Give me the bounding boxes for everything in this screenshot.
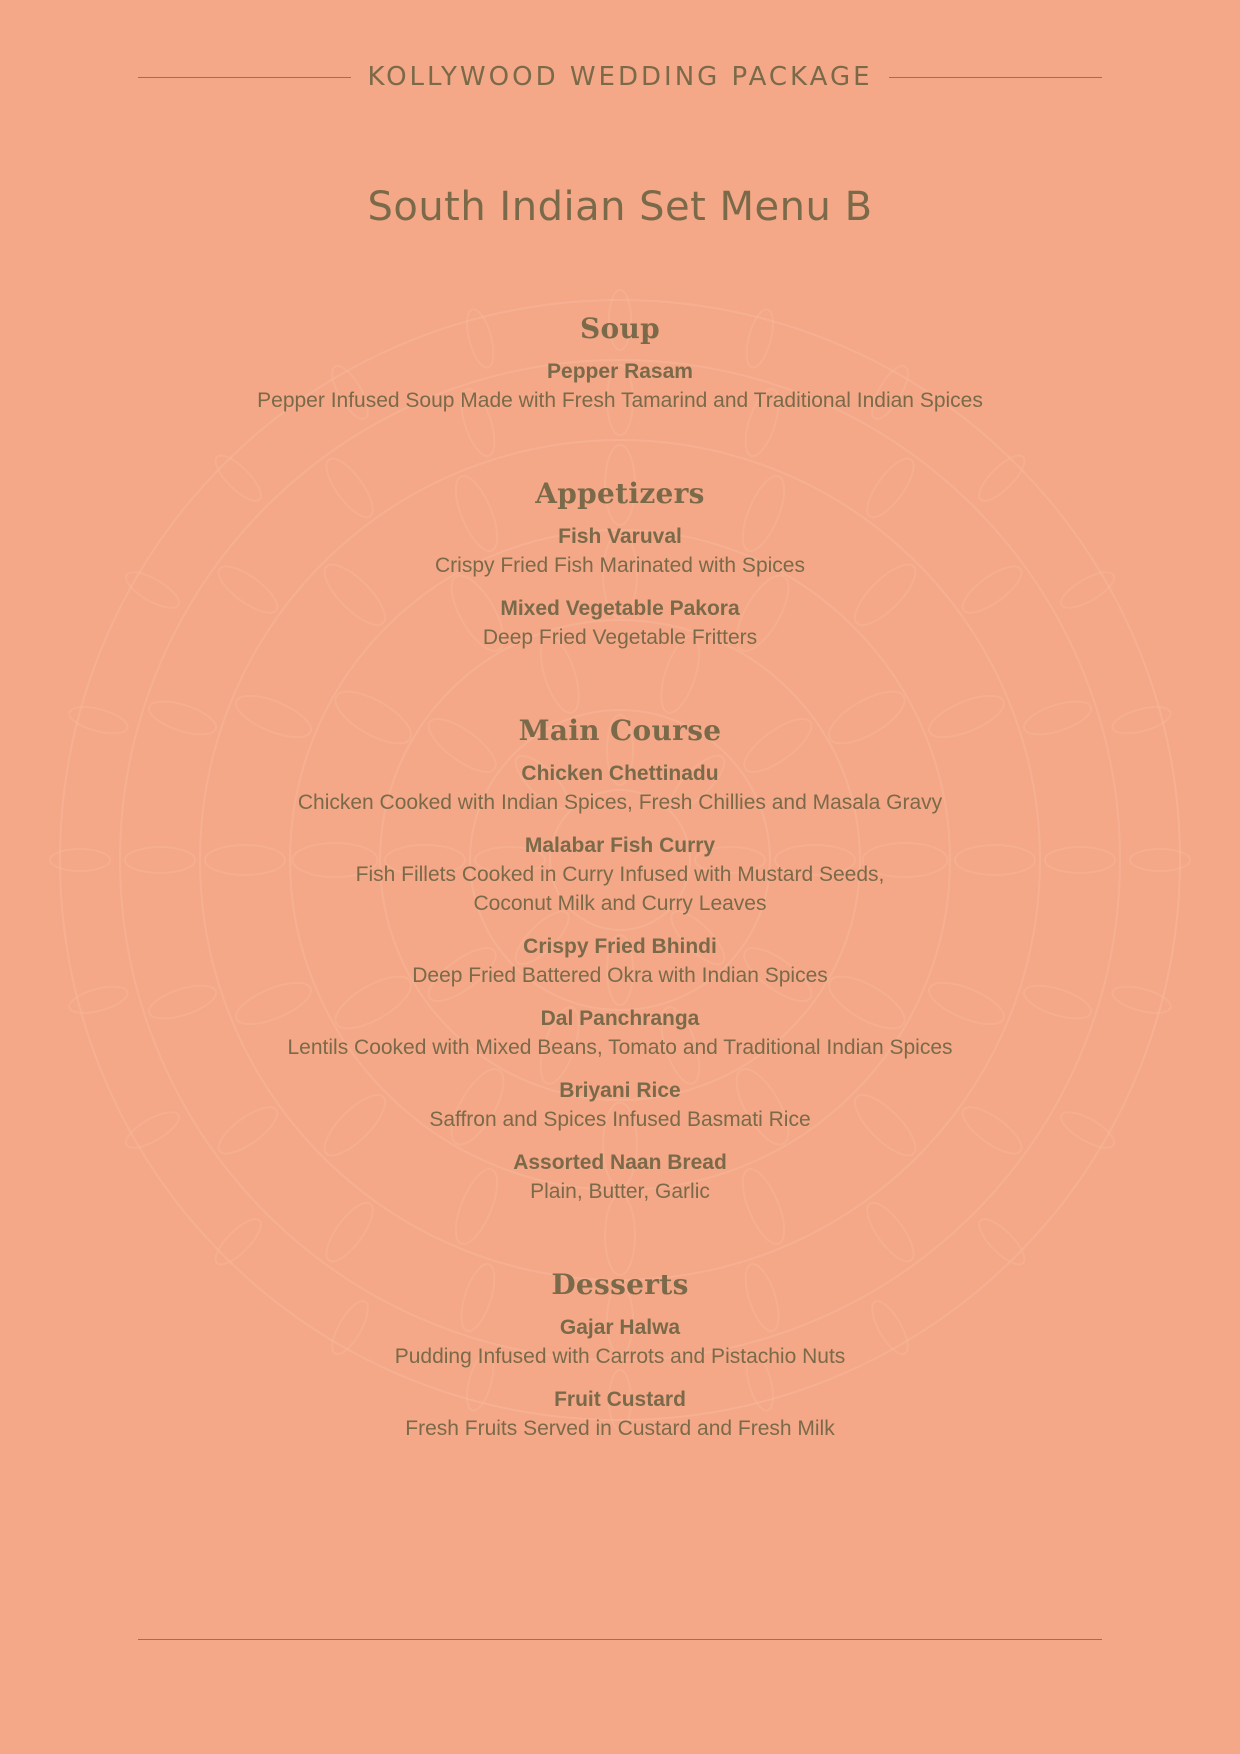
section-title: Desserts [551,1268,689,1301]
item-name: Chicken Chettinadu [521,762,719,785]
item-name: Malabar Fish Curry [524,834,716,857]
section-title: Appetizers [535,477,705,510]
menu-item [0,357,1240,415]
item-name: Mixed Vegetable Pakora [500,597,740,620]
section-title: Soup [579,312,661,345]
item-description: Plain, Butter, Garlic [530,1180,710,1203]
item-description: Fresh Fruits Served in Custard and Fresh Milk [405,1417,835,1440]
item-name: Briyani Rice [559,1079,681,1102]
section-appetizers [0,477,1240,652]
menu-item [0,522,1240,580]
item-name: Assorted Naan Bread [513,1151,727,1174]
item-description: Deep Fried Battered Okra with Indian Spices [412,964,828,987]
item-name: Dal Panchranga [540,1007,700,1030]
item-name: Fruit Custard [554,1388,686,1411]
item-description: Pudding Infused with Carrots and Pistachio Nuts [394,1345,846,1368]
item-name: Fish Varuval [558,525,682,548]
menu-item [0,594,1240,652]
section-soup [0,312,1240,415]
menu-item [0,1385,1240,1443]
header-right-rule [889,77,1102,78]
header [138,62,1102,92]
package-kicker: KOLLYWOOD WEDDING PACKAGE [367,62,873,92]
section-main-course [0,714,1240,1206]
footer-rule [138,1639,1102,1640]
menu-item [0,759,1240,817]
item-description: Pepper Infused Soup Made with Fresh Tamarind and Traditional Indian Spices [257,389,983,412]
item-name: Pepper Rasam [547,360,693,383]
header-left-rule [138,77,351,78]
item-description: Saffron and Spices Infused Basmati Rice [429,1108,811,1131]
menu-item [0,831,1240,918]
section-desserts [0,1268,1240,1443]
menu-item [0,1148,1240,1206]
menu-item [0,1004,1240,1062]
menu-item [0,1313,1240,1371]
item-description: Fish Fillets Cooked in Curry Infused with Mustard Seeds, Coconut Milk and Curry Leaves [355,863,885,915]
item-description: Crispy Fried Fish Marinated with Spices [435,554,805,577]
item-description: Lentils Cooked with Mixed Beans, Tomato and Traditional Indian Spices [287,1036,953,1059]
section-title: Main Course [518,714,722,747]
item-name: Gajar Halwa [559,1316,681,1339]
menu-item [0,1076,1240,1134]
menu-item [0,932,1240,990]
item-description: Chicken Cooked with Indian Spices, Fresh Chillies and Masala Gravy [297,791,943,814]
menu-title: South Indian Set Menu B [367,184,873,230]
item-description: Deep Fried Vegetable Fritters [482,626,758,649]
menu-body [0,312,1240,1505]
item-name: Crispy Fried Bhindi [523,935,717,958]
